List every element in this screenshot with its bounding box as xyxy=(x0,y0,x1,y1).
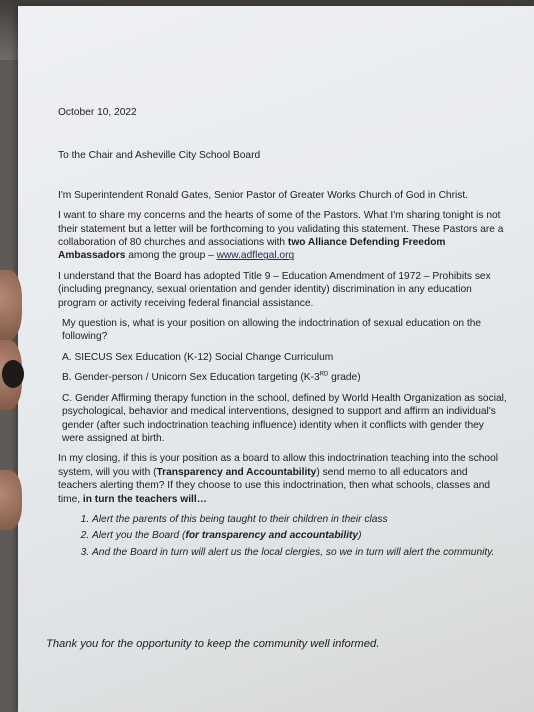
thank-you-line: Thank you for the opportunity to keep the community well informed. xyxy=(46,638,380,650)
list-item-text-2: ) xyxy=(358,530,362,542)
item-b xyxy=(62,371,508,384)
concerns-bold: two Alliance Defending Freedom Ambassadors xyxy=(58,237,446,262)
title9-paragraph: I understand that the Board has adopted Title 9 – Education Amendment of 1972 – Prohibits sex (including pregnancy, sexual orientation and gender identity) discrimination in any education program or activity receiving federal financial assistance. xyxy=(58,270,491,309)
item-b-superscript: RD xyxy=(319,371,329,378)
letter-page xyxy=(18,6,534,712)
concerns-text: I want to share my concerns and the hearts of some of the Pastors. What I'm sharing tonight is not their statement but a letter will be forthcoming to you validating this statement. These Pastors are a collaboration of 80 churches and associations with xyxy=(58,210,504,249)
finger xyxy=(0,470,22,530)
letter-date: October 10, 2022 xyxy=(58,107,137,118)
intro-paragraph: I'm Superintendent Ronald Gates, Senior Pastor of Greater Works Church of God in Christ. xyxy=(58,189,469,201)
fingernail xyxy=(2,360,24,388)
concerns-paragraph xyxy=(58,209,508,263)
question-paragraph: My question is, what is your position on allowing the indoctrination of sexual education on the following? xyxy=(62,318,482,343)
item-a: A. SIECUS Sex Education (K-12) Social Change Curriculum xyxy=(62,351,334,363)
finger xyxy=(0,270,22,340)
list-item: 3. And the Board in turn will alert us the local clergies, so we in turn will alert the community. xyxy=(92,546,508,559)
list-item: 1. Alert the parents of this being taught to their children in their class xyxy=(92,513,508,526)
closing-text: In my closing, if this is your position as a board to allow this indoctrination teaching into the school system, will you with ( xyxy=(58,453,498,478)
concerns-text-2: among the group – xyxy=(125,250,217,262)
item-b-text-2: grade) xyxy=(328,372,361,384)
adflegal-link[interactable]: www.adflegal.org xyxy=(216,250,295,262)
item-c: C. Gender Affirming therapy function in the school, defined by World Health Organization as social, psychological, behavior and medical interventions, designed to support and affirm an individual's gender (after such indoctrination teaching influence) identity when it conflicts with gender they were assigned at birth. xyxy=(62,392,507,444)
closing-text-2: ) send memo to all educators and teachers alerting them? If they choose to use this indoctrination, then what schools, classes and time, xyxy=(58,466,491,505)
list-item-bold: for transparency and accountability xyxy=(185,530,359,542)
letter-salutation: To the Chair and Asheville City School Board xyxy=(58,150,261,162)
list-item-text: Alert you the Board ( xyxy=(92,530,186,542)
letter-body xyxy=(58,106,508,562)
list-item xyxy=(92,529,508,542)
action-list xyxy=(58,513,508,559)
closing-paragraph xyxy=(58,452,508,506)
closing-bold-2: in turn the teachers will… xyxy=(82,493,207,505)
item-b-text: B. Gender-person / Unicorn Sex Education targeting (K-3 xyxy=(62,372,320,384)
closing-bold-1: Transparency and Accountability xyxy=(156,466,317,478)
